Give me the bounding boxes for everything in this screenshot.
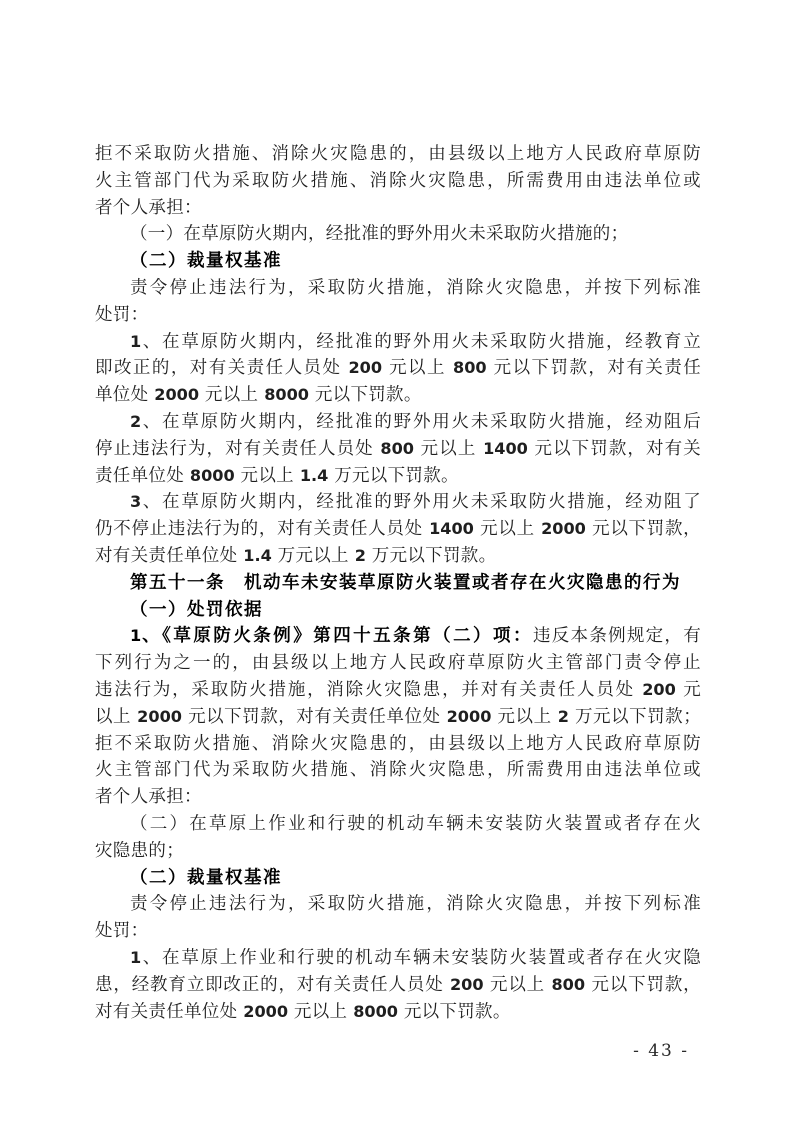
text-line — [95, 275, 701, 302]
numeric-text: 8000 — [189, 465, 235, 485]
document-body — [95, 141, 701, 1025]
text-line — [95, 650, 701, 677]
text-line — [95, 704, 701, 731]
text-segment-bold: （一）处罚依据 — [130, 599, 263, 620]
numeric-text: 2000 — [446, 706, 492, 726]
text-segment: 火主管部门代为采取防火措施、消除火灾隐患，所需费用由违法单位或 — [95, 760, 701, 781]
text-segment: 1、在草原上作业和行驶的机动车辆未安装防火装置或者存在火灾隐 — [130, 947, 701, 968]
text-segment: （二）在草原上作业和行驶的机动车辆未安装防火装置或者存在火 — [130, 813, 701, 834]
text-line — [95, 623, 701, 650]
text-line — [95, 999, 701, 1026]
text-line — [95, 382, 701, 409]
numeric-text: 1 — [130, 947, 142, 967]
text-segment: 即改正的，对有关责任人员处 200 元以上 800 元以下罚款，对有关责任 — [95, 358, 701, 379]
text-segment: 拒不采取防火措施、消除火灾隐患的，由县级以上地方人民政府草原防 — [95, 733, 701, 754]
numeric-text: 1400 — [483, 438, 528, 458]
numeric-text: 800 — [380, 438, 415, 458]
text-line — [95, 784, 701, 811]
text-segment: 责令停止违法行为，采取防火措施，消除火灾隐患，并按下列标准 — [130, 277, 701, 298]
text-line — [95, 731, 701, 758]
text-segment: 拒不采取防火措施、消除火灾隐患的，由县级以上地方人民政府草原防 — [95, 144, 701, 164]
page-number: - 43 - — [633, 1041, 689, 1061]
text-line — [95, 543, 701, 570]
text-segment-bold: 1、《草原防火条例》第四十五条第（二）项： — [130, 626, 533, 647]
numeric-text: 200 — [348, 358, 383, 378]
numeric-text: 800 — [453, 358, 487, 378]
text-segment: 2、在草原防火期内，经批准的野外用火未采取防火措施，经劝阻后 — [130, 411, 701, 432]
numeric-text: 3 — [130, 492, 142, 512]
text-line — [95, 838, 701, 865]
numeric-text: 2000 — [541, 519, 586, 539]
text-line — [95, 329, 701, 356]
numeric-text: 800 — [551, 974, 586, 994]
text-line — [95, 168, 701, 195]
text-segment: 者个人承担： — [95, 787, 202, 808]
text-line — [95, 489, 701, 516]
text-line — [95, 516, 701, 543]
text-line — [95, 570, 701, 597]
text-line — [95, 463, 701, 490]
numeric-text: 2 — [130, 411, 142, 431]
text-segment: 3、在草原防火期内，经批准的野外用火未采取防火措施，经劝阻了 — [130, 492, 701, 513]
numeric-text: 200 — [449, 974, 484, 994]
numeric-text: 8000 — [353, 1001, 398, 1021]
numeric-text: 200 — [642, 679, 676, 699]
numeric-text: 1.4 — [299, 465, 329, 485]
text-segment: 灾隐患的； — [95, 840, 184, 861]
text-segment: 违法行为，采取防火措施，消除火灾隐患，并对有关责任人员处 200 元 — [95, 679, 701, 700]
text-segment: 处罚： — [95, 921, 149, 942]
text-line — [95, 597, 701, 624]
text-line — [95, 972, 701, 999]
text-segment: 火主管部门代为采取防火措施、消除火灾隐患，所需费用由违法单位或 — [95, 170, 701, 191]
numeric-text: 2000 — [137, 706, 182, 726]
numeric-text: 2 — [557, 706, 569, 726]
text-line — [95, 865, 701, 892]
text-segment: 仍不停止违法行为的，对有关责任人员处 1400 元以上 2000 元以下罚款， — [95, 519, 701, 540]
text-segment: 1、在草原防火期内，经批准的野外用火未采取防火措施，经教育立 — [130, 331, 701, 352]
text-segment-bold: （二）裁量权基准 — [130, 867, 282, 888]
text-line — [95, 677, 701, 704]
text-line — [95, 945, 701, 972]
numeric-text: 2000 — [154, 385, 200, 405]
text-line — [95, 355, 701, 382]
text-segment: （一）在草原防火期内，经批准的野外用火未采取防火措施的； — [130, 224, 629, 245]
text-line — [95, 891, 701, 918]
text-line — [95, 195, 701, 222]
numeric-text: 8000 — [264, 385, 309, 405]
text-line — [95, 302, 701, 329]
text-line — [95, 811, 701, 838]
text-segment: 单位处 2000 元以上 8000 元以下罚款。 — [95, 385, 422, 406]
text-segment: 下列行为之一的，由县级以上地方人民政府草原防火主管部门责令停止 — [95, 653, 701, 674]
text-line — [95, 436, 701, 463]
numeric-text: 2 — [354, 545, 366, 565]
text-line — [95, 141, 701, 168]
text-segment: 责任单位处 8000 元以上 1.4 万元以下罚款。 — [95, 465, 459, 486]
numeric-text: 1 — [130, 331, 142, 351]
text-segment: 以上 2000 元以下罚款，对有关责任单位处 2000 元以上 2 万元以下罚款； — [95, 706, 701, 727]
text-segment: 对有关责任单位处 1.4 万元以上 2 万元以下罚款。 — [95, 545, 497, 566]
text-segment: 停止违法行为，对有关责任人员处 800 元以上 1400 元以下罚款，对有关 — [95, 438, 701, 459]
text-segment-bold: 第五十一条 机动车未安装草原防火装置或者存在火灾隐患的行为 — [130, 572, 681, 593]
text-segment: 对有关责任单位处 2000 元以上 8000 元以下罚款。 — [95, 1001, 511, 1022]
text-line — [95, 409, 701, 436]
text-line — [95, 757, 701, 784]
text-segment: 者个人承担： — [95, 197, 202, 218]
text-segment-bold: （二）裁量权基准 — [130, 251, 282, 272]
text-segment: 患，经教育立即改正的，对有关责任人员处 200 元以上 800 元以下罚款， — [95, 974, 701, 995]
text-line — [95, 918, 701, 945]
numeric-text: 1 — [130, 626, 142, 646]
text-segment: 违反本条例规定，有 — [532, 626, 702, 647]
text-segment: 处罚： — [95, 304, 149, 325]
numeric-text: 2000 — [243, 1001, 289, 1021]
numeric-text: 1400 — [429, 519, 474, 539]
text-line — [95, 221, 701, 248]
text-line — [95, 248, 701, 275]
text-segment: 责令停止违法行为，采取防火措施，消除火灾隐患，并按下列标准 — [130, 894, 701, 915]
numeric-text: 1.4 — [243, 545, 272, 565]
